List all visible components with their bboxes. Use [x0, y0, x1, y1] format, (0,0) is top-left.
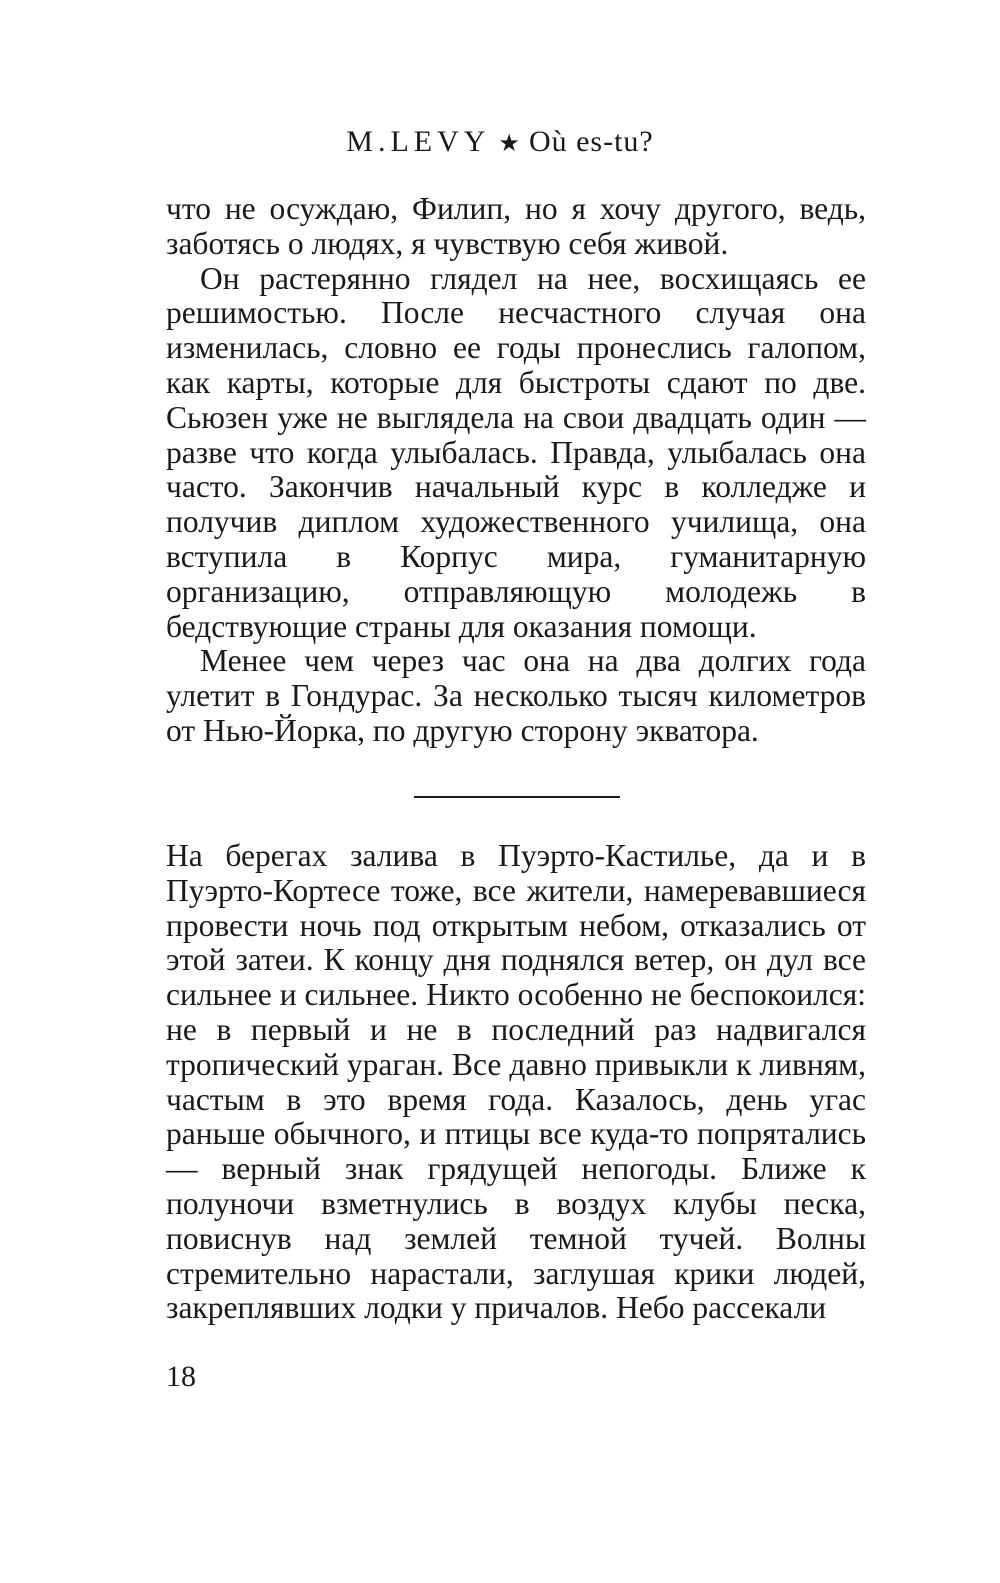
paragraph: Менее чем через час она на два долгих года улетит в Гондурас. За несколько тысяч километров от Нью-Йорка, по другую сторону экватора.	[166, 643, 866, 748]
text-block-bottom	[166, 839, 866, 1326]
paragraph: На берегах залива в Пуэрто-Кастилье, да и в Пуэрто-Кортесе тоже, все жители, намеревавшиеся провести ночь под открытым небом, отказались от этой затеи. К концу дня поднялся ветер, он дул все сильнее и сильнее. Никто особенно не беспокоился: не в первый и не в последний раз надвигался тропический ураган. Все давно привыкли к ливням, частым в это время года. Казалось, день угас раньше обычного, и птицы все куда-то попрятались — верный знак грядущей непогоды. Ближе к полуночи взметнулись в воздух клубы песка, повиснув над землей темной тучей. Волны стремительно нарастали, заглушая крики людей, закреплявших лодки у причалов. Небо рассекали	[166, 838, 866, 1326]
book-title: Où es-tu?	[528, 125, 654, 158]
author-name: M.LEVY	[346, 125, 491, 158]
page-number: 18	[166, 1360, 196, 1393]
text-block-top	[166, 192, 866, 749]
paragraph: Он растерянно глядел на нее, восхищаясь ее решимостью. После несчастного случая она изменилась, словно ее годы пронеслись галопом, как карты, которые для быстроты сдают по две. Сьюзен уже не выглядела на свои двадцать один — разве что когда улыбалась. Правда, улыбалась она часто. Закончив начальный курс в колледже и получив диплом художественного училища, она вступила в Корпус мира, гуманитарную организацию, отправляющую молодежь в бедствующие страны для оказания помощи.	[166, 260, 866, 644]
paragraph: что не осуждаю, Филип, но я хочу другого, ведь, заботясь о людях, я чувствую себя живой.	[166, 191, 866, 261]
section-divider	[414, 796, 620, 798]
star-ornament: ★	[498, 131, 521, 157]
running-head	[0, 124, 1000, 162]
